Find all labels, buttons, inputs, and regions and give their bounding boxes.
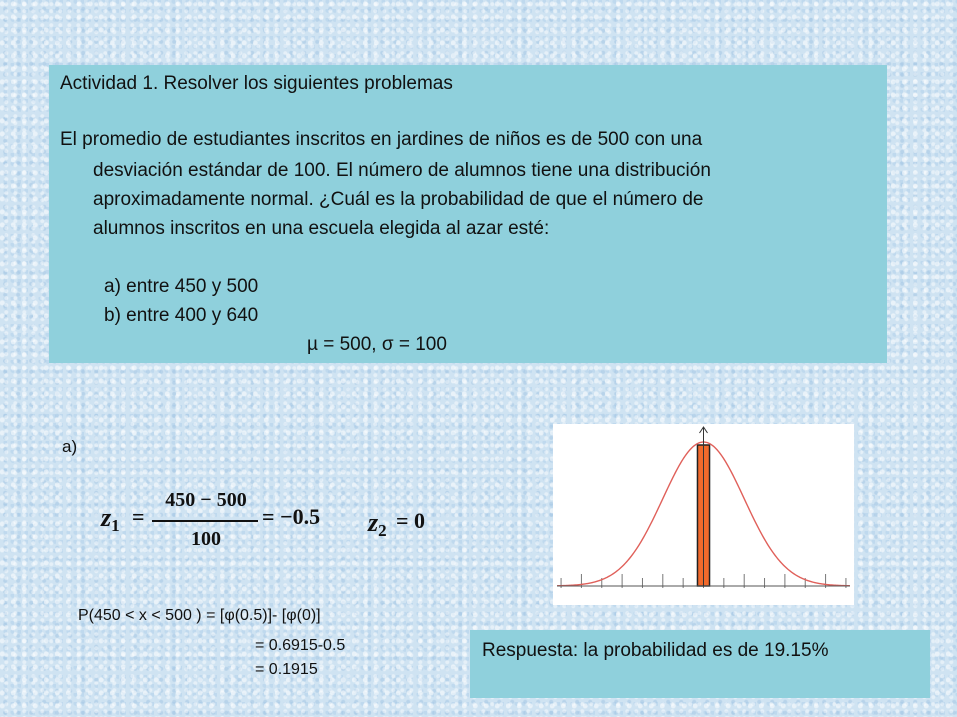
normal-curve-chart (553, 424, 854, 605)
option-a: a) entre 450 y 500 (104, 276, 259, 297)
problem-box (49, 65, 887, 363)
answer-box (470, 630, 930, 698)
z2-letter: z (368, 508, 379, 537)
option-b: b) entre 400 y 640 (104, 305, 259, 326)
answer-text: Respuesta: la probabilidad es de 19.15% (482, 640, 829, 661)
z1-result: = −0.5 (262, 504, 321, 529)
problem-line-3: aproximadamente normal. ¿Cuál es la probabilidad de que el número de (93, 189, 704, 210)
parameters: µ = 500, σ = 100 (307, 334, 447, 355)
probability-line-1: P(450 < x < 500 ) = [φ(0.5)]- [φ(0)] (78, 607, 321, 624)
part-label: a) (62, 437, 78, 456)
probability-line-3: = 0.1915 (255, 661, 318, 678)
probability-line-2: = 0.6915-0.5 (255, 637, 346, 654)
problem-line-2: desviación estándar de 100. El número de alumnos tiene una distribución (93, 160, 711, 181)
z1-letter: z (101, 503, 112, 532)
z1-denominator: 100 (191, 528, 221, 550)
z2-subscript: 2 (378, 521, 387, 540)
z1-numerator: 450 − 500 (165, 489, 247, 511)
z2-value: = 0 (396, 508, 426, 533)
normal-curve-svg (553, 424, 854, 605)
activity-title: Actividad 1. Resolver los siguientes problemas (60, 73, 453, 94)
fraction-bar (152, 520, 258, 522)
z1-subscript: 1 (111, 516, 120, 535)
problem-line-1: El promedio de estudiantes inscritos en jardines de niños es de 500 con una (60, 129, 703, 150)
problem-line-4: alumnos inscritos en una escuela elegida al azar esté: (93, 218, 550, 239)
z1-equals: = (132, 504, 145, 529)
